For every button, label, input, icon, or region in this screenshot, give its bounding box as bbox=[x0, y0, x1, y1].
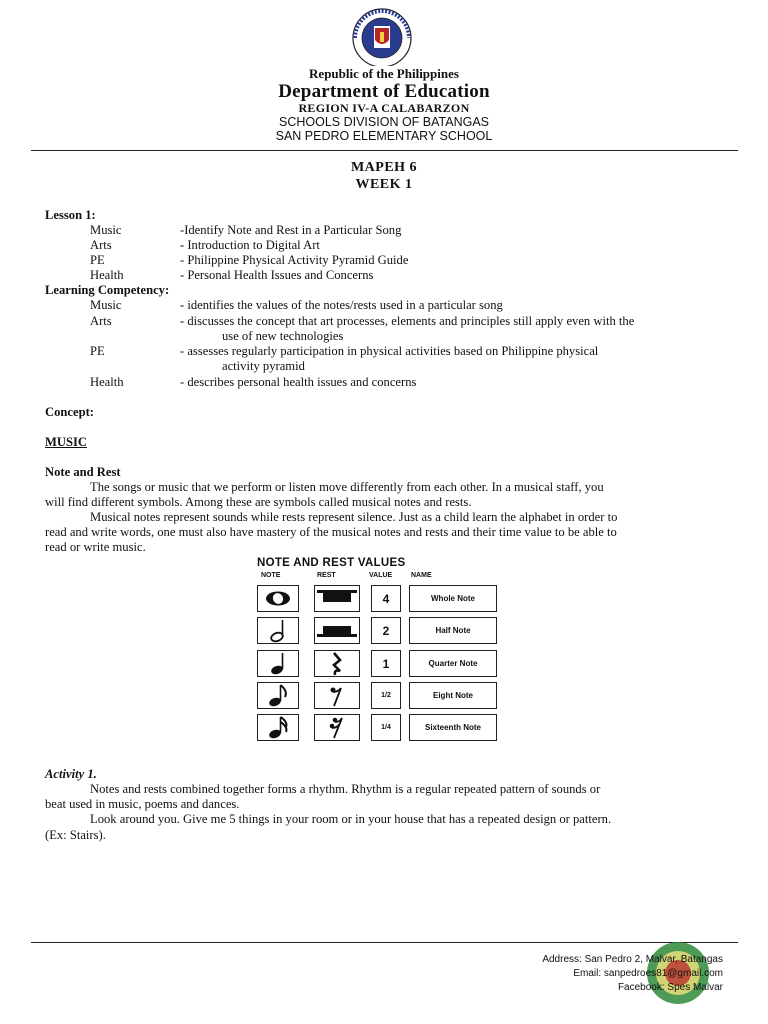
lesson-desc: - Personal Health Issues and Concerns bbox=[180, 268, 374, 282]
lesson-subject: Arts bbox=[90, 238, 112, 252]
competency-desc-cont: use of new technologies bbox=[222, 329, 344, 343]
paragraph-line: (Ex: Stairs). bbox=[45, 828, 106, 842]
lesson-subject: Health bbox=[90, 268, 124, 282]
concept-heading: Concept: bbox=[45, 405, 94, 419]
deped-seal-icon bbox=[341, 6, 423, 66]
note-rest-heading: Note and Rest bbox=[45, 465, 121, 479]
lesson-desc: -Identify Note and Rest in a Particular Song bbox=[180, 223, 402, 237]
half-rest-icon bbox=[315, 618, 359, 643]
activity-heading: Activity 1. bbox=[45, 767, 97, 781]
name-cell: Sixteenth Note bbox=[409, 714, 497, 741]
note-cell bbox=[257, 682, 299, 709]
header-division: SCHOOLS DIVISION OF BATANGAS bbox=[279, 115, 489, 129]
header-region: REGION IV-A CALABARZON bbox=[298, 101, 470, 115]
footer-address: Address: San Pedro 2, Malvar, Batangas bbox=[542, 954, 723, 965]
sixteenth-rest-icon bbox=[315, 715, 359, 740]
eighth-note-icon bbox=[258, 683, 298, 708]
competency-desc-cont: activity pyramid bbox=[222, 359, 305, 373]
paragraph-line: beat used in music, poems and dances. bbox=[45, 797, 240, 811]
title-subject: MAPEH 6 bbox=[350, 160, 418, 175]
paragraph-line: Look around you. Give me 5 things in your room or in your house that has a repeated design or pattern. bbox=[90, 812, 612, 826]
header-republic: Republic of the Philippines bbox=[309, 66, 459, 81]
paragraph-line: Musical notes represent sounds while rests represent silence. Just as a child learn the alphabet in order to bbox=[90, 510, 618, 524]
value-cell: 1/2 bbox=[371, 682, 401, 709]
lesson-subject: PE bbox=[90, 253, 105, 267]
header-department: Department of Education bbox=[278, 81, 490, 102]
sixteenth-note-icon bbox=[258, 715, 298, 740]
quarter-rest-icon bbox=[315, 651, 359, 676]
note-cell bbox=[257, 617, 299, 644]
rest-cell bbox=[314, 585, 360, 612]
lesson-subject: Music bbox=[90, 223, 122, 237]
rest-cell bbox=[314, 617, 360, 644]
competency-subject: PE bbox=[90, 344, 105, 358]
name-cell: Quarter Note bbox=[409, 650, 497, 677]
quarter-note-icon bbox=[258, 651, 298, 676]
note-cell bbox=[257, 650, 299, 677]
note-rest-table bbox=[257, 557, 507, 747]
music-heading: MUSIC bbox=[45, 435, 87, 449]
col-rest-header: REST bbox=[317, 572, 336, 579]
eighth-rest-icon bbox=[315, 683, 359, 708]
lesson-desc: - Introduction to Digital Art bbox=[180, 238, 320, 252]
title-week: WEEK 1 bbox=[355, 177, 413, 192]
lesson-desc: - Philippine Physical Activity Pyramid Guide bbox=[180, 253, 409, 267]
rest-cell bbox=[314, 714, 360, 741]
footer-rule bbox=[31, 942, 738, 943]
paragraph-line: will find different symbols. Among these are symbols called musical notes and rests. bbox=[45, 495, 472, 509]
whole-rest-icon bbox=[315, 586, 359, 611]
header-rule bbox=[31, 150, 738, 151]
name-cell: Half Note bbox=[409, 617, 497, 644]
value-cell: 4 bbox=[371, 585, 401, 612]
whole-note-icon bbox=[258, 586, 298, 611]
table-title: NOTE AND REST VALUES bbox=[257, 557, 406, 569]
competency-subject: Music bbox=[90, 298, 122, 312]
value-cell: 1/4 bbox=[371, 714, 401, 741]
half-note-icon bbox=[258, 618, 298, 643]
name-cell: Eight Note bbox=[409, 682, 497, 709]
competency-desc: - describes personal health issues and concerns bbox=[180, 375, 417, 389]
competency-desc: - identifies the values of the notes/rests used in a particular song bbox=[180, 298, 503, 312]
competency-heading: Learning Competency: bbox=[45, 283, 170, 297]
note-cell bbox=[257, 714, 299, 741]
competency-desc: - discusses the concept that art processes, elements and principles still apply even with the bbox=[180, 314, 635, 328]
rest-cell bbox=[314, 682, 360, 709]
col-note-header: NOTE bbox=[261, 572, 281, 579]
paragraph-line: read and write words, one must also have mastery of the musical notes and rests and their time value to be able to bbox=[45, 525, 617, 539]
competency-desc: - assesses regularly participation in physical activities based on Philippine physical bbox=[180, 344, 599, 358]
lesson-heading: Lesson 1: bbox=[45, 208, 96, 222]
value-cell: 1 bbox=[371, 650, 401, 677]
col-value-header: VALUE bbox=[369, 572, 393, 579]
footer-email: Email: sanpedroes81@gmail.com bbox=[573, 968, 723, 979]
paragraph-line: The songs or music that we perform or listen move differently from each other. In a musical staff, you bbox=[90, 480, 604, 494]
competency-subject: Arts bbox=[90, 314, 112, 328]
competency-subject: Health bbox=[90, 375, 124, 389]
footer-facebook: Facebook: Spes Malvar bbox=[617, 982, 723, 993]
rest-cell bbox=[314, 650, 360, 677]
paragraph-line: Notes and rests combined together forms a rhythm. Rhythm is a regular repeated pattern of sounds or bbox=[90, 782, 601, 796]
value-cell: 2 bbox=[371, 617, 401, 644]
header-school: SAN PEDRO ELEMENTARY SCHOOL bbox=[275, 129, 493, 143]
name-cell: Whole Note bbox=[409, 585, 497, 612]
paragraph-line: read or write music. bbox=[45, 540, 146, 554]
note-cell bbox=[257, 585, 299, 612]
col-name-header: NAME bbox=[411, 572, 432, 579]
